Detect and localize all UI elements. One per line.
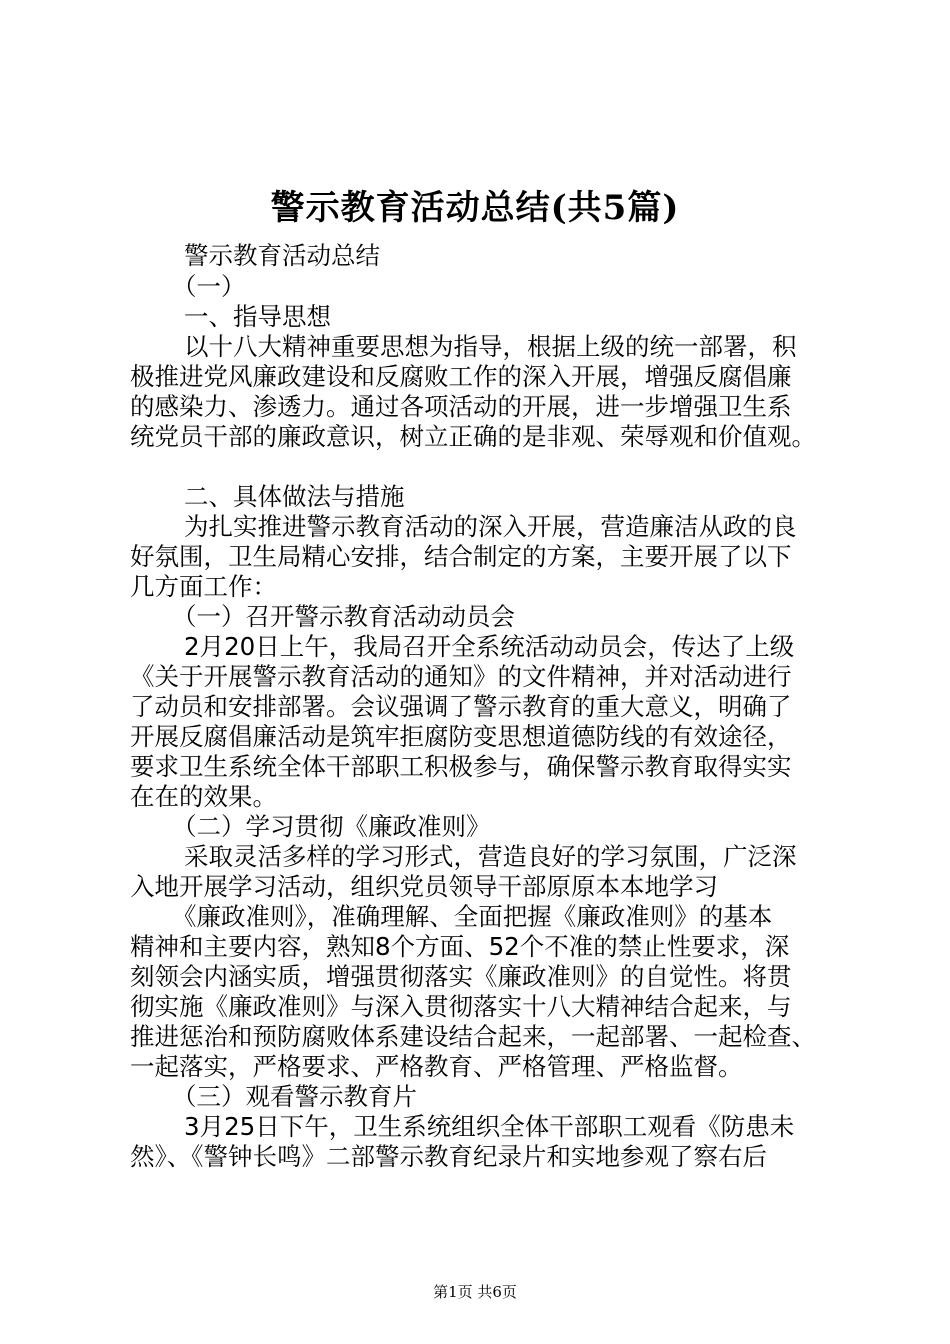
paragraph-line: 彻实施《廉政准则》与深入贯彻落实十八大精神结合起来，与 bbox=[130, 992, 792, 1021]
paragraph-line: 精神和主要内容，熟知8个方面、52个不准的禁止性要求，深 bbox=[130, 932, 790, 961]
paragraph-line: 开展反腐倡廉活动是筑牢拒腐防变思想道德防线的有效途径， bbox=[130, 722, 792, 751]
paragraph-line: 几方面工作： bbox=[130, 572, 277, 601]
paragraph-line: 《廉政准则》，准确理解、全面把握《廉政准则》的基本 bbox=[172, 902, 773, 931]
section-marker: （一） bbox=[172, 272, 246, 301]
paragraph-line: 入地开展学习活动，组织党员领导干部原原本本地学习 bbox=[130, 872, 718, 901]
paragraph-line: 以十八大精神重要思想为指导，根据上级的统一部署，积 bbox=[184, 332, 797, 361]
document-title: 警示教育活动总结(共5篇) bbox=[270, 188, 680, 228]
subheading-line: （二）学习贯彻《廉政准则》 bbox=[172, 812, 491, 841]
paragraph-line: 极推进党风廉政建设和反腐败工作的深入开展，增强反腐倡廉 bbox=[130, 362, 792, 391]
paragraph-line: 好氛围，卫生局精心安排，结合制定的方案，主要开展了以下 bbox=[130, 542, 792, 571]
paragraph-line: 为扎实推进警示教育活动的深入开展，营造廉洁从政的良 bbox=[184, 512, 797, 541]
paragraph-line: 3月25日下午，卫生系统组织全体干部职工观看《防患未 bbox=[184, 1112, 795, 1141]
paragraph-line: 统党员干部的廉政意识，树立正确的是非观、荣辱观和价值观。 bbox=[130, 422, 816, 451]
subheading-line: （三）观看警示教育片 bbox=[172, 1082, 417, 1111]
paragraph-line: 刻领会内涵实质，增强贯彻落实《廉政准则》的自觉性。将贯 bbox=[130, 962, 792, 991]
paragraph-line: 《关于开展警示教育活动的通知》的文件精神，并对活动进行 bbox=[130, 662, 792, 691]
paragraph-line: 的感染力、渗透力。通过各项活动的开展，进一步增强卫生系 bbox=[130, 392, 792, 421]
subtitle-line: 警示教育活动总结 bbox=[184, 241, 380, 270]
paragraph-line: 在在的效果。 bbox=[130, 782, 277, 811]
paragraph-line: 然》、《警钟长鸣》二部警示教育纪录片和实地参观了察右后 bbox=[130, 1142, 767, 1171]
heading-measures: 二、具体做法与措施 bbox=[184, 482, 405, 511]
heading-guiding-thought: 一、指导思想 bbox=[184, 302, 331, 331]
paragraph-line: 一起落实，严格要求、严格教育、严格管理、严格监督。 bbox=[130, 1052, 743, 1081]
paragraph-line: 采取灵活多样的学习形式，营造良好的学习氛围，广泛深 bbox=[184, 842, 797, 871]
paragraph-line: 要求卫生系统全体干部职工积极参与，确保警示教育取得实实 bbox=[130, 752, 792, 781]
paragraph-line: 2月20日上午，我局召开全系统活动动员会，传达了上级 bbox=[184, 632, 795, 661]
paragraph-line: 推进惩治和预防腐败体系建设结合起来，一起部署、一起检查、 bbox=[130, 1022, 816, 1051]
subheading-line: （一）召开警示教育活动动员会 bbox=[172, 602, 515, 631]
paragraph-line: 了动员和安排部署。会议强调了警示教育的重大意义，明确了 bbox=[130, 692, 792, 721]
page-footer: 第1页 共6页 bbox=[433, 1283, 517, 1301]
